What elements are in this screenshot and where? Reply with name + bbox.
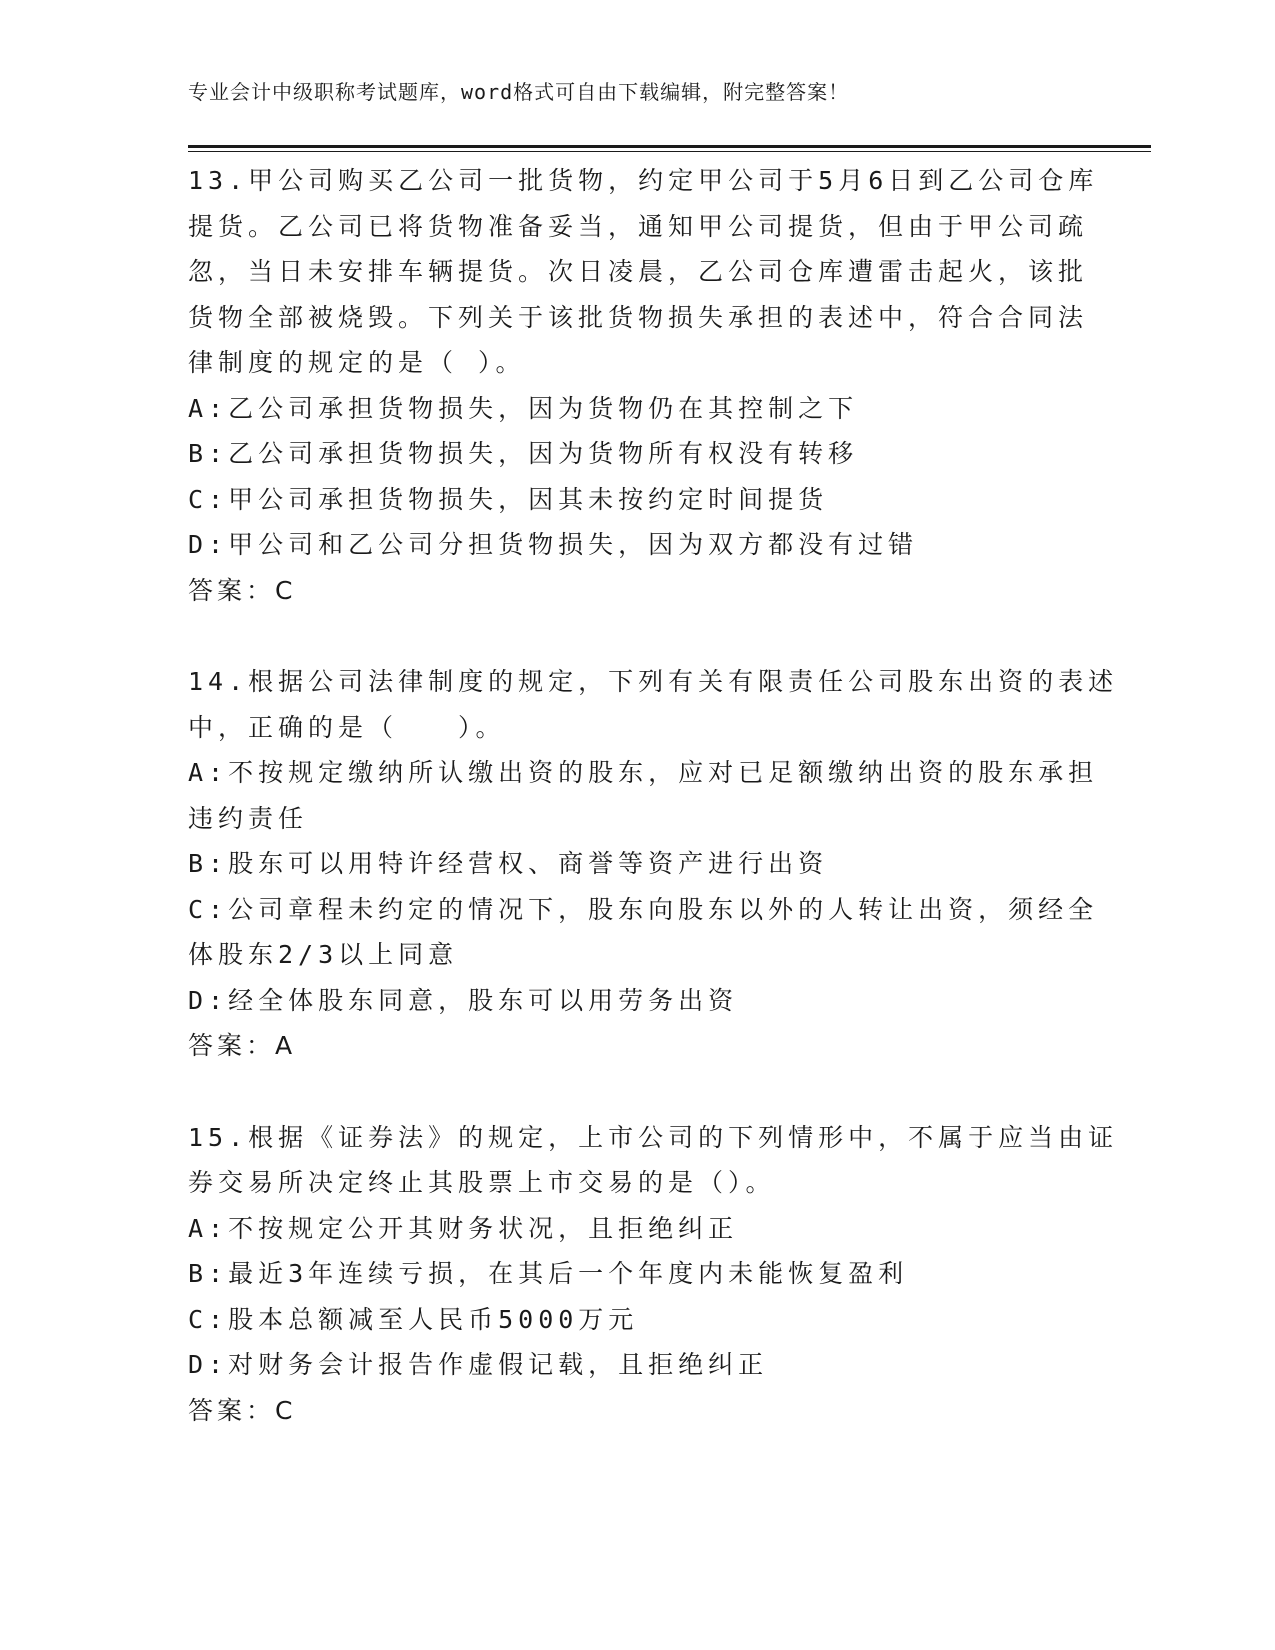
option-a: A:不按规定公开其财务状况，且拒绝纠正 (188, 1213, 739, 1243)
question-stem-line: 货物全部被烧毁。下列关于该批货物损失承担的表述中，符合合同法 (188, 302, 1089, 332)
answer-line: 答案：C (188, 575, 297, 605)
option-b: B:最近3年连续亏损，在其后一个年度内未能恢复盈利 (188, 1259, 909, 1288)
question-stem-line: 忽，当日未安排车辆提货。次日凌晨，乙公司仓库遭雷击起火，该批 (188, 257, 1089, 286)
page-header: 专业会计中级职称考试题库，word格式可自由下载编辑，附完整答案！ (188, 80, 850, 104)
question-list (188, 158, 1119, 1479)
option-a: A:乙公司承担货物损失，因为货物仍在其控制之下 (188, 393, 859, 423)
question-stem-line: 券交易所决定终止其股票上市交易的是（）。 (188, 1168, 776, 1197)
option-b: B:股东可以用特许经营权、商誉等资产进行出资 (188, 849, 829, 878)
answer-line: 答案：C (188, 1395, 297, 1425)
question-stem-line: 提货。乙公司已将货物准备妥当，通知甲公司提货，但由于甲公司疏 (188, 211, 1089, 241)
question-stem-line: 律制度的规定的是（ ）。 (188, 348, 526, 377)
question-15 (188, 1115, 1119, 1434)
answer-line: 答案：A (188, 1031, 297, 1060)
option-a: A:不按规定缴纳所认缴出资的股东，应对已足额缴纳出资的股东承担 (188, 758, 1099, 787)
question-stem-line: 14.根据公司法律制度的规定，下列有关有限责任公司股东出资的表述 (188, 667, 1119, 696)
option-d: D:经全体股东同意，股东可以用劳务出资 (188, 985, 739, 1015)
question-stem-line: 中，正确的是（ ）。 (188, 712, 506, 742)
option-c: C:股本总额减至人民币5000万元 (188, 1304, 639, 1334)
option-c-continued: 体股东2/3以上同意 (188, 940, 459, 969)
question-14 (188, 659, 1119, 1069)
header-rule-thick (188, 145, 1151, 148)
question-stem-line: 15.根据《证券法》的规定，上市公司的下列情形中，不属于应当由证 (188, 1122, 1119, 1152)
option-b: B:乙公司承担货物损失，因为货物所有权没有转移 (188, 439, 859, 468)
option-d: D:对财务会计报告作虚假记载，且拒绝纠正 (188, 1350, 769, 1379)
option-d: D:甲公司和乙公司分担货物损失，因为双方都没有过错 (188, 530, 919, 559)
question-stem-line: 13.甲公司购买乙公司一批货物，约定甲公司于5月6日到乙公司仓库 (188, 166, 1099, 195)
header-rule-thin (188, 151, 1151, 152)
option-c: C:甲公司承担货物损失，因其未按约定时间提货 (188, 484, 829, 514)
question-13 (188, 158, 1099, 613)
option-a-continued: 违约责任 (188, 803, 309, 833)
option-c: C:公司章程未约定的情况下，股东向股东以外的人转让出资，须经全 (188, 894, 1099, 924)
